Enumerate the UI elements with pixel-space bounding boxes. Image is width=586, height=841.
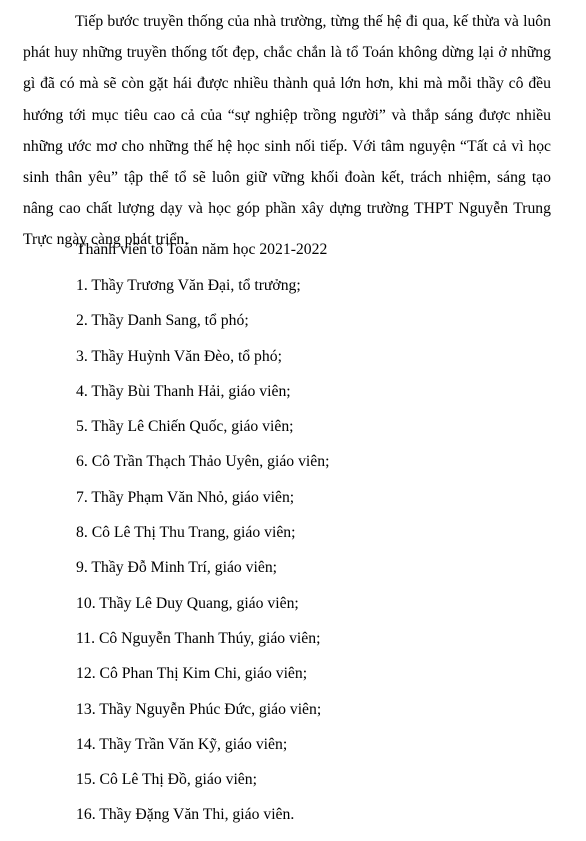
list-item: 7. Thầy Phạm Văn Nhỏ, giáo viên; <box>76 488 295 506</box>
list-item: 11. Cô Nguyễn Thanh Thúy, giáo viên; <box>76 629 321 647</box>
list-item: 16. Thầy Đặng Văn Thi, giáo viên. <box>76 806 295 824</box>
list-item: 10. Thầy Lê Duy Quang, giáo viên; <box>76 594 299 612</box>
list-item: 4. Thầy Bùi Thanh Hải, giáo viên; <box>76 382 291 400</box>
list-item: 6. Cô Trần Thạch Thảo Uyên, giáo viên; <box>76 453 330 471</box>
list-item: 9. Thầy Đỗ Minh Trí, giáo viên; <box>76 559 278 577</box>
list-item: 15. Cô Lê Thị Đồ, giáo viên; <box>76 771 257 789</box>
list-item: 2. Thầy Danh Sang, tổ phó; <box>76 312 249 330</box>
intro-paragraph: Tiếp bước truyền thống của nhà trường, từng thế hệ đi qua, kế thừa và luôn phát huy những truyền thống tốt đẹp, chắc chắn là tổ Toán không dừng lại ở những gì đã có mà sẽ còn gặt hái được nhiều thành quả lớn hơn, khi mà mỗi thầy cô đều hướng tới mục tiêu cao cả của “sự nghiệp trồng người” và thắp sáng được nhiều những ước mơ cho những thế hệ học sinh nối tiếp. Với tâm nguyện “Tất cả vì học sinh thân yêu” tập thể tổ sẽ luôn giữ vững khối đoàn kết, trách nhiệm, sáng tạo nâng cao chất lượng dạy và học góp phần xây dựng trường THPT Nguyễn Trung Trực ngày càng phát triển. <box>23 13 551 249</box>
list-item: 12. Cô Phan Thị Kim Chi, giáo viên; <box>76 665 308 683</box>
list-item: 8. Cô Lê Thị Thu Trang, giáo viên; <box>76 524 296 542</box>
members-list <box>76 276 329 841</box>
list-item: 14. Thầy Trần Văn Kỹ, giáo viên; <box>76 735 288 753</box>
list-item: 1. Thầy Trương Văn Đại, tổ trưởng; <box>76 277 301 294</box>
list-item: 13. Thầy Nguyễn Phúc Đức, giáo viên; <box>76 700 322 718</box>
members-heading: Thành viên tổ Toán năm học 2021-2022 <box>76 241 328 258</box>
list-item: 5. Thầy Lê Chiến Quốc, giáo viên; <box>76 418 294 436</box>
list-item: 3. Thầy Huỳnh Văn Đèo, tổ phó; <box>76 347 282 365</box>
